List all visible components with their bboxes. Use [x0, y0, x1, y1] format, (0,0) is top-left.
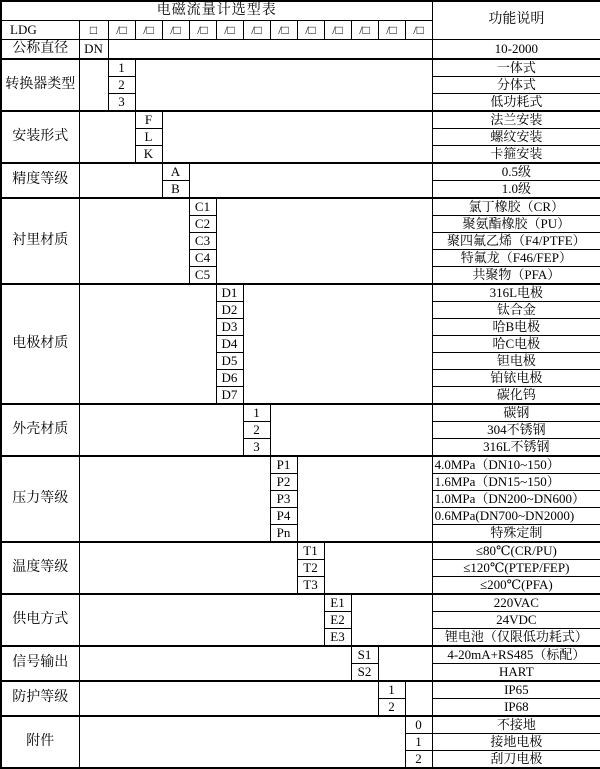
model-slot: /□	[351, 21, 378, 40]
category-label: 外壳材质	[1, 404, 79, 456]
category-label: 电极材质	[1, 284, 79, 404]
code-cell: C2	[189, 216, 216, 233]
code-cell: D1	[216, 284, 243, 302]
model-slot: /□	[135, 21, 162, 40]
desc-cell: 4.0MPa（DN10~150）	[432, 456, 600, 474]
selector-gap	[79, 542, 297, 594]
code-cell: D5	[216, 353, 243, 370]
selector-gap	[79, 681, 378, 716]
model-slot: /□	[243, 21, 270, 40]
desc-cell: 卡箍安装	[432, 146, 600, 164]
desc-cell: 1.0MPa（DN200~DN600）	[432, 491, 600, 508]
code-cell: 2	[378, 699, 405, 717]
desc-cell: 特氟龙（F46/FEP）	[432, 250, 600, 267]
code-cell: 1	[108, 59, 135, 77]
desc-cell-dn: 10-2000	[432, 40, 600, 60]
category-label: 温度等级	[1, 542, 79, 594]
selector-gap	[297, 456, 432, 542]
desc-cell: 铂铱电极	[432, 370, 600, 387]
code-cell: C4	[189, 250, 216, 267]
model-slot: /□	[378, 21, 405, 40]
selector-gap	[378, 646, 432, 681]
code-cell: C1	[189, 198, 216, 216]
code-cell: B	[162, 181, 189, 199]
model-slot: /□	[405, 21, 432, 40]
function-column-header: 功能说明	[432, 1, 600, 40]
desc-cell: 316L不锈钢	[432, 439, 600, 457]
model-prefix: LDG	[1, 21, 79, 40]
code-cell: E3	[324, 629, 351, 647]
desc-cell: 哈C电极	[432, 336, 600, 353]
code-cell: D6	[216, 370, 243, 387]
code-cell: T3	[297, 577, 324, 595]
code-cell: D7	[216, 387, 243, 405]
selector-gap	[108, 40, 432, 60]
code-cell: P3	[270, 491, 297, 508]
code-cell: 2	[108, 77, 135, 94]
desc-cell: 0.6MPa(DN700~DN2000)	[432, 508, 600, 525]
desc-cell: 螺纹安装	[432, 129, 600, 146]
selector-gap	[79, 198, 189, 284]
code-cell: D2	[216, 302, 243, 319]
desc-cell: IP65	[432, 681, 600, 699]
desc-cell: 刮刀电极	[432, 751, 600, 769]
desc-cell: HART	[432, 664, 600, 682]
code-cell-dn: DN	[79, 40, 108, 60]
desc-cell: ≤120℃(PTEP/FEP)	[432, 560, 600, 577]
desc-cell: ≤200℃(PFA)	[432, 577, 600, 595]
code-cell: 1	[243, 404, 270, 422]
code-cell: C5	[189, 267, 216, 285]
code-cell: P2	[270, 474, 297, 491]
selector-gap	[79, 646, 351, 681]
model-slot: /□	[270, 21, 297, 40]
desc-cell: ≤80℃(CR/PU)	[432, 542, 600, 560]
desc-cell: 法兰安装	[432, 111, 600, 129]
category-label: 衬里材质	[1, 198, 79, 284]
desc-cell: 一体式	[432, 59, 600, 77]
desc-cell: 220VAC	[432, 594, 600, 612]
desc-cell: 1.6MPa（DN15~150）	[432, 474, 600, 491]
code-cell: E1	[324, 594, 351, 612]
code-cell: 1	[378, 681, 405, 699]
desc-cell: 钛合金	[432, 302, 600, 319]
category-label: 精度等级	[1, 163, 79, 198]
code-cell: P4	[270, 508, 297, 525]
model-box-slot: □	[79, 21, 108, 40]
code-cell: 1	[405, 734, 432, 751]
code-cell: K	[135, 146, 162, 164]
category-label: 安装形式	[1, 111, 79, 163]
code-cell: A	[162, 163, 189, 181]
desc-cell: IP68	[432, 699, 600, 717]
desc-cell: 24VDC	[432, 612, 600, 629]
code-cell: 3	[243, 439, 270, 457]
model-slot: /□	[162, 21, 189, 40]
category-label: 供电方式	[1, 594, 79, 646]
selector-gap	[324, 542, 432, 594]
selector-gap	[79, 404, 243, 456]
code-cell: D4	[216, 336, 243, 353]
desc-cell: 聚四氟乙烯（F4/PTFE）	[432, 233, 600, 250]
category-label: 防护等级	[1, 681, 79, 716]
code-cell: L	[135, 129, 162, 146]
desc-cell: 钽电极	[432, 353, 600, 370]
code-cell: T2	[297, 560, 324, 577]
selector-gap	[351, 594, 432, 646]
desc-cell: 316L电极	[432, 284, 600, 302]
code-cell: F	[135, 111, 162, 129]
selector-gap	[79, 284, 216, 404]
category-label: 附件	[1, 716, 79, 768]
code-cell: 2	[243, 422, 270, 439]
model-slot: /□	[189, 21, 216, 40]
code-cell: 2	[405, 751, 432, 769]
selector-gap	[243, 284, 432, 404]
category-label-dn: 公称直径	[1, 40, 79, 60]
code-cell: 3	[108, 94, 135, 112]
desc-cell: 不接地	[432, 716, 600, 734]
model-slot: /□	[108, 21, 135, 40]
code-cell: T1	[297, 542, 324, 560]
code-cell: C3	[189, 233, 216, 250]
desc-cell: 锂电池（仅限低功耗式）	[432, 629, 600, 647]
table-title: 电磁流量计选型表	[1, 1, 432, 21]
desc-cell: 特殊定制	[432, 525, 600, 543]
model-slot: /□	[297, 21, 324, 40]
desc-cell: 哈B电极	[432, 319, 600, 336]
code-cell: E2	[324, 612, 351, 629]
desc-cell: 分体式	[432, 77, 600, 94]
code-cell: 0	[405, 716, 432, 734]
desc-cell: 共聚物（PFA）	[432, 267, 600, 285]
selector-gap	[189, 163, 432, 198]
category-label: 压力等级	[1, 456, 79, 542]
code-cell: S2	[351, 664, 378, 682]
desc-cell: 0.5级	[432, 163, 600, 181]
desc-cell: 碳化钨	[432, 387, 600, 405]
desc-cell: 碳钢	[432, 404, 600, 422]
selector-gap	[79, 59, 108, 111]
model-slot: /□	[216, 21, 243, 40]
desc-cell: 接地电极	[432, 734, 600, 751]
code-cell: Pn	[270, 525, 297, 543]
code-cell: S1	[351, 646, 378, 664]
selector-gap	[79, 716, 405, 768]
category-label: 转换器类型	[1, 59, 79, 111]
selector-gap	[79, 594, 324, 646]
selector-gap	[79, 163, 162, 198]
selector-gap	[79, 111, 135, 163]
desc-cell: 304不锈钢	[432, 422, 600, 439]
code-cell: P1	[270, 456, 297, 474]
desc-cell: 聚氨酯橡胶（PU）	[432, 216, 600, 233]
model-slot: /□	[324, 21, 351, 40]
selector-gap	[135, 59, 432, 111]
code-cell: D3	[216, 319, 243, 336]
selector-gap	[162, 111, 432, 163]
desc-cell: 1.0级	[432, 181, 600, 199]
selector-gap	[405, 681, 432, 716]
selector-gap	[270, 404, 432, 456]
desc-cell: 低功耗式	[432, 94, 600, 112]
selector-gap	[79, 456, 270, 542]
selector-gap	[216, 198, 432, 284]
desc-cell: 4-20mA+RS485（标配）	[432, 646, 600, 664]
category-label: 信号输出	[1, 646, 79, 681]
desc-cell: 氯丁橡胶（CR）	[432, 198, 600, 216]
